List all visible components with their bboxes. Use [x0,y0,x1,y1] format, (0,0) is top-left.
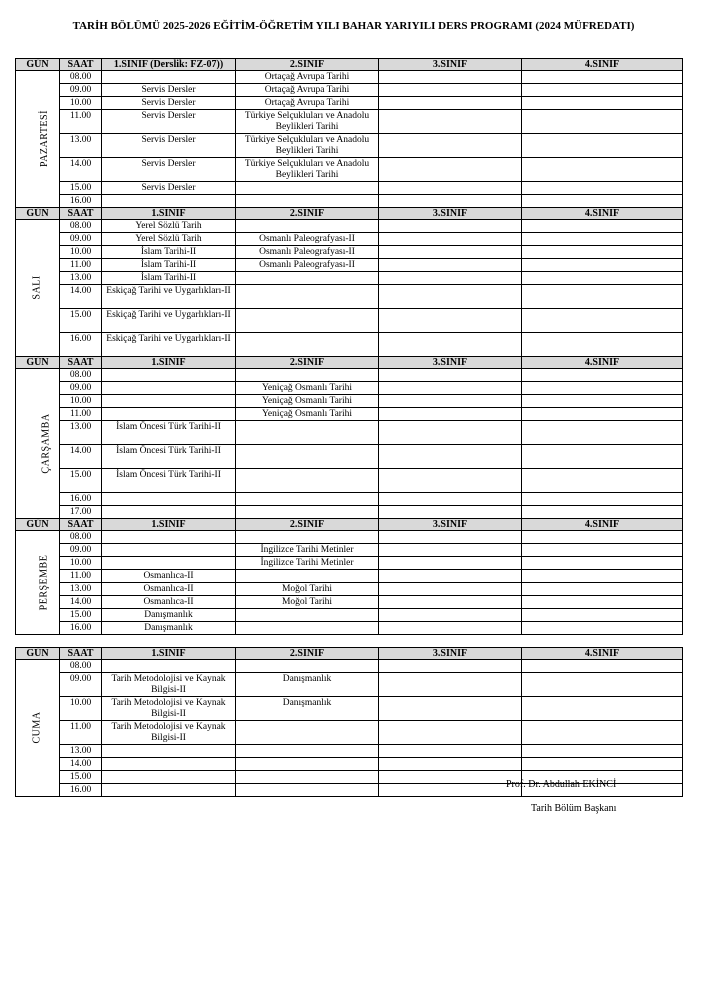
course-cell [236,622,379,635]
time-cell: 13.00 [60,583,102,596]
course-cell: Osmanlıca-II [102,570,236,583]
course-cell [236,333,379,357]
column-header: 4.SINIF [522,357,683,369]
course-cell: Türkiye Selçukluları ve Anadolu Beylikleri Tarihi [236,134,379,158]
course-cell [102,557,236,570]
course-cell [379,220,522,233]
table-row [16,246,683,259]
time-cell: 15.00 [60,609,102,622]
day-cell [16,220,60,357]
table-row [16,531,683,544]
table-row [16,697,683,721]
column-header: 2.SINIF [236,357,379,369]
course-cell [379,71,522,84]
table-row [16,421,683,445]
course-cell: İslam Öncesi Türk Tarihi-II [102,421,236,445]
course-cell [522,596,683,609]
course-cell [522,272,683,285]
table-row [16,445,683,469]
column-header: 3.SINIF [379,357,522,369]
course-cell [379,395,522,408]
course-cell: Yeniçağ Osmanlı Tarihi [236,395,379,408]
course-cell [379,673,522,697]
course-cell: Servis Dersler [102,158,236,182]
column-header: 4.SINIF [522,59,683,71]
course-cell [102,408,236,421]
table-row [16,583,683,596]
time-cell: 11.00 [60,721,102,745]
column-header: 4.SINIF [522,208,683,220]
course-cell: Tarih Metodolojisi ve Kaynak Bilgisi-II [102,673,236,697]
table-row [16,259,683,272]
table-row [16,71,683,84]
course-cell: İslam Tarihi-II [102,246,236,259]
course-cell [102,660,236,673]
course-cell [236,660,379,673]
table-row [16,195,683,208]
course-cell [102,531,236,544]
time-cell: 14.00 [60,158,102,182]
column-header: GÜN [16,208,60,220]
course-cell: Yerel Sözlü Tarih [102,233,236,246]
column-header: 3.SINIF [379,648,522,660]
table-row [16,285,683,309]
course-cell [236,721,379,745]
course-cell [102,745,236,758]
course-cell [522,622,683,635]
time-cell: 08.00 [60,531,102,544]
course-cell [522,195,683,208]
column-header: 2.SINIF [236,519,379,531]
course-cell [102,493,236,506]
table-row [16,758,683,771]
day-label: PAZARTESİ [38,110,50,167]
course-cell [379,421,522,445]
course-cell: Danışmanlık [236,673,379,697]
day-label: CUMA [31,711,43,744]
table-row [16,333,683,357]
column-header: 3.SINIF [379,208,522,220]
course-cell [522,246,683,259]
course-cell [379,158,522,182]
course-cell: Danışmanlık [102,609,236,622]
column-header: 2.SINIF [236,648,379,660]
course-cell [102,758,236,771]
course-cell: İslam Tarihi-II [102,272,236,285]
time-cell: 15.00 [60,182,102,195]
course-cell [379,660,522,673]
course-cell [379,233,522,246]
time-cell: 11.00 [60,570,102,583]
table-row [16,408,683,421]
course-cell [236,506,379,519]
column-header: 1.SINIF [102,519,236,531]
course-cell [379,195,522,208]
course-cell: Servis Dersler [102,182,236,195]
table-header-row [16,648,683,660]
course-cell [379,259,522,272]
time-cell: 13.00 [60,745,102,758]
course-cell: Türkiye Selçukluları ve Anadolu Beylikleri Tarihi [236,158,379,182]
column-header: 3.SINIF [379,519,522,531]
course-cell [102,71,236,84]
course-cell [379,557,522,570]
column-header: 1.SINIF [102,357,236,369]
table-row [16,570,683,583]
table-row [16,721,683,745]
table-header-row [16,59,683,71]
time-cell: 16.00 [60,195,102,208]
course-cell [522,557,683,570]
course-cell: Yeniçağ Osmanlı Tarihi [236,408,379,421]
course-cell: İslam Öncesi Türk Tarihi-II [102,469,236,493]
course-cell: Osmanlı Paleografyası-II [236,246,379,259]
course-cell [236,220,379,233]
course-cell [522,84,683,97]
time-cell: 16.00 [60,622,102,635]
time-cell: 08.00 [60,660,102,673]
time-cell: 10.00 [60,395,102,408]
course-cell [102,506,236,519]
time-cell: 09.00 [60,673,102,697]
course-cell [102,195,236,208]
course-cell [236,195,379,208]
time-cell: 09.00 [60,544,102,557]
course-cell [236,745,379,758]
day-label: SALI [31,275,43,300]
course-cell [522,660,683,673]
course-cell [522,531,683,544]
course-cell [522,382,683,395]
course-cell [236,369,379,382]
time-cell: 11.00 [60,408,102,421]
course-cell [522,721,683,745]
course-cell [379,445,522,469]
time-cell: 14.00 [60,445,102,469]
course-cell [379,382,522,395]
course-cell [522,570,683,583]
course-cell [236,784,379,797]
course-cell [522,421,683,445]
course-cell [522,285,683,309]
column-header: 1.SINIF [102,208,236,220]
course-cell [102,544,236,557]
table-row [16,673,683,697]
course-cell [522,309,683,333]
course-cell [379,622,522,635]
course-cell [379,272,522,285]
course-cell: Danışmanlık [236,697,379,721]
course-cell [379,110,522,134]
day-cell [16,660,60,797]
column-header: 1.SINIF [102,648,236,660]
course-cell [522,583,683,596]
time-cell: 15.00 [60,469,102,493]
table-row [16,272,683,285]
time-cell: 10.00 [60,557,102,570]
column-header: SAAT [60,648,102,660]
course-cell: Türkiye Selçukluları ve Anadolu Beylikleri Tarihi [236,110,379,134]
course-cell [236,609,379,622]
time-cell: 09.00 [60,84,102,97]
course-cell [379,134,522,158]
day-cell [16,369,60,519]
course-cell [236,285,379,309]
time-cell: 09.00 [60,382,102,395]
table-row [16,97,683,110]
course-cell [379,285,522,309]
course-cell [522,408,683,421]
course-cell [379,583,522,596]
course-cell [379,570,522,583]
time-cell: 16.00 [60,784,102,797]
course-cell [379,506,522,519]
time-cell: 15.00 [60,771,102,784]
course-cell [379,758,522,771]
column-header: GÜN [16,648,60,660]
course-cell: Tarih Metodolojisi ve Kaynak Bilgisi-II [102,721,236,745]
course-cell [379,721,522,745]
course-cell [522,609,683,622]
time-cell: 10.00 [60,97,102,110]
course-cell [379,596,522,609]
course-cell: Yerel Sözlü Tarih [102,220,236,233]
column-header: SAAT [60,208,102,220]
course-cell: Servis Dersler [102,97,236,110]
course-cell [379,784,522,797]
table-row [16,596,683,609]
time-cell: 13.00 [60,272,102,285]
table-row [16,233,683,246]
column-header: GÜN [16,59,60,71]
course-cell: Eskiçağ Tarihi ve Uygarlıkları-II [102,309,236,333]
table-header-row [16,208,683,220]
column-header: 1.SINIF (Derslik: FZ-07)) [102,59,236,71]
time-cell: 14.00 [60,758,102,771]
column-header: SAAT [60,519,102,531]
course-cell [379,531,522,544]
time-cell: 14.00 [60,596,102,609]
day-label: ÇARŞAMBA [40,412,52,474]
day-cell [16,531,60,635]
course-cell [236,570,379,583]
table-row [16,544,683,557]
column-header: 4.SINIF [522,648,683,660]
course-cell [522,182,683,195]
course-cell [236,469,379,493]
course-cell [236,758,379,771]
table-row [16,395,683,408]
course-cell [522,469,683,493]
time-cell: 11.00 [60,259,102,272]
course-cell: Tarih Metodolojisi ve Kaynak Bilgisi-II [102,697,236,721]
table-row [16,182,683,195]
time-cell: 10.00 [60,697,102,721]
course-cell [379,84,522,97]
course-cell: Ortaçağ Avrupa Tarihi [236,97,379,110]
course-cell [236,531,379,544]
course-cell: Ortaçağ Avrupa Tarihi [236,84,379,97]
signature-name: Prof. Dr. Abdullah EKİNCİ [506,779,617,790]
course-cell: İngilizce Tarihi Metinler [236,557,379,570]
table-row [16,469,683,493]
course-cell: Yeniçağ Osmanlı Tarihi [236,382,379,395]
course-cell [102,771,236,784]
course-cell [236,445,379,469]
time-cell: 13.00 [60,134,102,158]
table-row [16,158,683,182]
course-cell [522,333,683,357]
course-cell [102,784,236,797]
time-cell: 16.00 [60,333,102,357]
course-cell [379,246,522,259]
course-cell [379,408,522,421]
course-cell [379,493,522,506]
course-cell: Servis Dersler [102,84,236,97]
course-cell [522,745,683,758]
course-cell [522,395,683,408]
spacer-row [16,635,683,648]
table-row [16,660,683,673]
table-row [16,110,683,134]
table-row [16,220,683,233]
course-cell [236,493,379,506]
course-cell: Osmanlıca-II [102,596,236,609]
course-cell [522,71,683,84]
time-cell: 08.00 [60,369,102,382]
course-cell [522,506,683,519]
day-label: PERŞEMBE [38,554,50,610]
time-cell: 10.00 [60,246,102,259]
course-cell [236,771,379,784]
time-cell: 11.00 [60,110,102,134]
course-cell [522,158,683,182]
course-cell [379,745,522,758]
column-header: SAAT [60,357,102,369]
table-row [16,369,683,382]
course-cell [379,469,522,493]
course-cell [522,97,683,110]
course-cell: Osmanlıca-II [102,583,236,596]
course-cell [379,333,522,357]
column-header: SAAT [60,59,102,71]
course-cell: Eskiçağ Tarihi ve Uygarlıkları-II [102,333,236,357]
time-cell: 09.00 [60,233,102,246]
column-header: GÜN [16,519,60,531]
table-row [16,745,683,758]
time-cell: 08.00 [60,71,102,84]
time-cell: 08.00 [60,220,102,233]
course-cell [236,182,379,195]
time-cell: 14.00 [60,285,102,309]
column-header: 2.SINIF [236,208,379,220]
course-cell [236,309,379,333]
course-cell: Danışmanlık [102,622,236,635]
course-cell [379,182,522,195]
signature-role: Tarih Bölüm Başkanı [531,803,617,814]
course-cell: İngilizce Tarihi Metinler [236,544,379,557]
course-cell [522,673,683,697]
table-row [16,622,683,635]
course-cell: İslam Tarihi-II [102,259,236,272]
course-cell [522,233,683,246]
course-cell [102,382,236,395]
course-cell [236,421,379,445]
course-cell: İslam Öncesi Türk Tarihi-II [102,445,236,469]
course-cell: Osmanlı Paleografyası-II [236,233,379,246]
table-row [16,506,683,519]
table-row [16,382,683,395]
course-cell [522,493,683,506]
course-cell [522,544,683,557]
page-title: TARİH BÖLÜMÜ 2025-2026 EĞİTİM-ÖĞRETİM YILI BAHAR YARIYILI DERS PROGRAMI (2024 MÜFREDATI) [72,20,635,32]
table-row [16,493,683,506]
day-cell [16,71,60,208]
course-cell [379,97,522,110]
course-cell [522,259,683,272]
time-cell: 16.00 [60,493,102,506]
course-cell [522,220,683,233]
table-header-row [16,519,683,531]
column-header: 4.SINIF [522,519,683,531]
course-cell [522,369,683,382]
course-cell [522,758,683,771]
course-cell [379,697,522,721]
time-cell: 15.00 [60,309,102,333]
column-header: GÜN [16,357,60,369]
table-row [16,609,683,622]
course-cell [379,771,522,784]
table-row [16,84,683,97]
column-header: 3.SINIF [379,59,522,71]
schedule-table [15,58,683,797]
table-row [16,557,683,570]
time-cell: 17.00 [60,506,102,519]
course-cell [379,309,522,333]
course-cell [522,697,683,721]
course-cell [379,609,522,622]
course-cell: Servis Dersler [102,134,236,158]
table-header-row [16,357,683,369]
course-cell [522,445,683,469]
course-cell: Servis Dersler [102,110,236,134]
course-cell: Osmanlı Paleografyası-II [236,259,379,272]
time-cell: 13.00 [60,421,102,445]
course-cell [236,272,379,285]
course-cell [522,110,683,134]
course-cell: Moğol Tarihi [236,596,379,609]
course-cell [379,544,522,557]
course-cell: Moğol Tarihi [236,583,379,596]
column-header: 2.SINIF [236,59,379,71]
course-cell [522,134,683,158]
course-cell: Eskiçağ Tarihi ve Uygarlıkları-II [102,285,236,309]
table-row [16,134,683,158]
course-cell [102,369,236,382]
spacer-cell [16,635,683,648]
course-cell [102,395,236,408]
course-cell [379,369,522,382]
table-row [16,309,683,333]
course-cell: Ortaçağ Avrupa Tarihi [236,71,379,84]
